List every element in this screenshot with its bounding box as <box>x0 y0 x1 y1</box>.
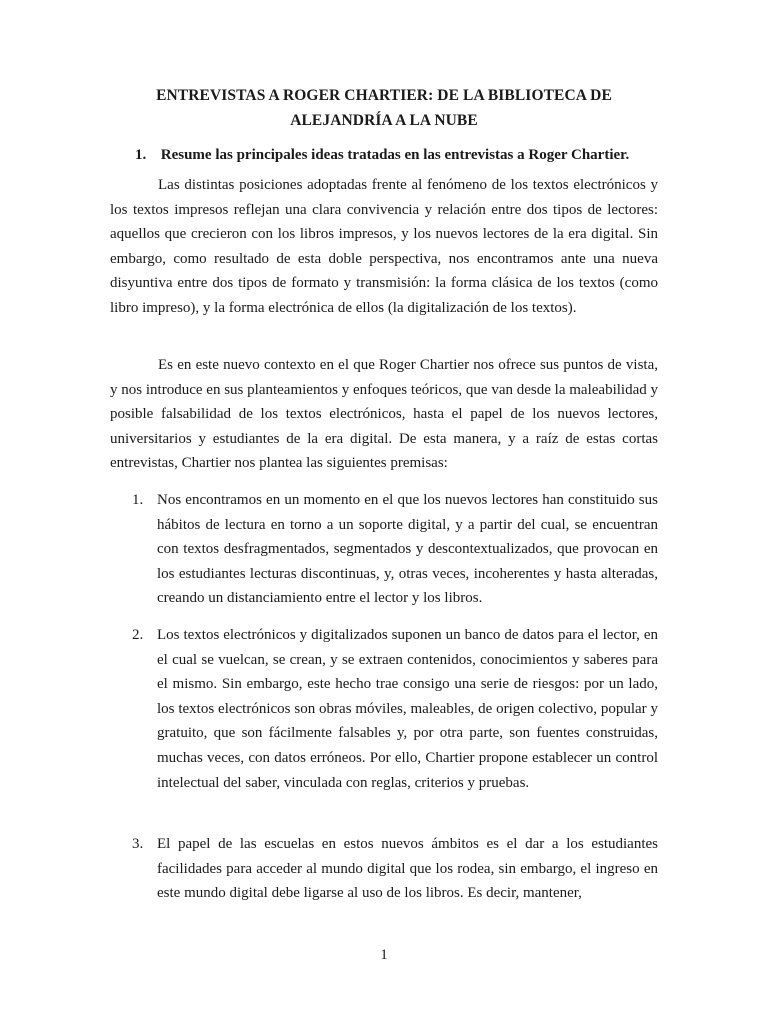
list-item <box>110 623 658 795</box>
list-item-text: El papel de las escuelas en estos nuevos ámbitos es el dar a los estudiantes facilidades para acceder al mundo digital que los rodea, sin embargo, el ingreso en este mundo digital debe ligarse al uso de los libros. Es decir, mantener, <box>157 836 658 902</box>
list-item <box>110 488 658 611</box>
paragraph-1: Las distintas posiciones adoptadas frente al fenómeno de los textos electrónicos y los textos impresos reflejan una clara convivencia y relación entre dos tipos de lectores: aquellos que crecieron con los libros impresos, y los nuevos lectores de la era digital. Sin embargo, como resultado de esta doble perspectiva, nos encontramos ante una nueva disyuntiva entre dos tipos de formato y transmisión: la forma clásica de los textos (como libro impreso), y la forma electrónica de ellos (la digitalización de los textos). <box>110 177 658 316</box>
paragraph-2: Es en este nuevo contexto en el que Roger Chartier nos ofrece sus puntos de vista, y nos introduce en sus planteamientos y enfoques teóricos, que van desde la maleabilidad y posible falsabilidad de los textos electrónicos, hasta el papel de los nuevos lectores, universitarios y estudiantes de la era digital. De esta manera, y a raíz de estas cortas entrevistas, Chartier nos plantea las siguientes premisas: <box>110 357 658 472</box>
list-item-number: 1. <box>132 492 144 508</box>
question-heading <box>135 144 695 166</box>
list-item-number: 2. <box>132 627 144 643</box>
question-number: 1. <box>135 147 147 163</box>
document-title-line-2: ALEJANDRÍA A LA NUBE <box>290 112 478 129</box>
list-item-text: Nos encontramos en un momento en el que los nuevos lectores han constituido sus hábitos de lectura en torno a un soporte digital, y a partir del cual, se encuentran con textos desfragmentados, segmentados y descontextualizados, que provocan en los estudiantes lecturas discontinuas, y, otras veces, incoherentes y hasta alteradas, creando un distanciamiento entre el lector y los libros. <box>157 492 658 607</box>
list-item-text: Los textos electrónicos y digitalizados suponen un banco de datos para el lector, en el cual se vuelcan, se crean, y se extraen contenidos, conocimientos y saberes para el mismo. Sin embargo, este hecho trae consigo una serie de riesgos: por un lado, los textos electrónicos son obras móviles, maleables, de origen colectivo, popular y gratuito, que son fácilmente falsables y, por otra parte, son fuentes construidas, muchas veces, con datos erróneos. Por ello, Chartier propone establecer un control intelectual del saber, vinculada con reglas, criterios y pruebas. <box>157 627 658 791</box>
question-text: Resume las principales ideas tratadas en las entrevistas a Roger Chartier. <box>160 147 630 163</box>
list-item <box>110 832 658 918</box>
page-number: 1 <box>380 947 388 963</box>
list-item-number: 3. <box>132 836 144 852</box>
document-title-line-1: ENTREVISTAS A ROGER CHARTIER: DE LA BIBLIOTECA DE <box>156 87 612 104</box>
